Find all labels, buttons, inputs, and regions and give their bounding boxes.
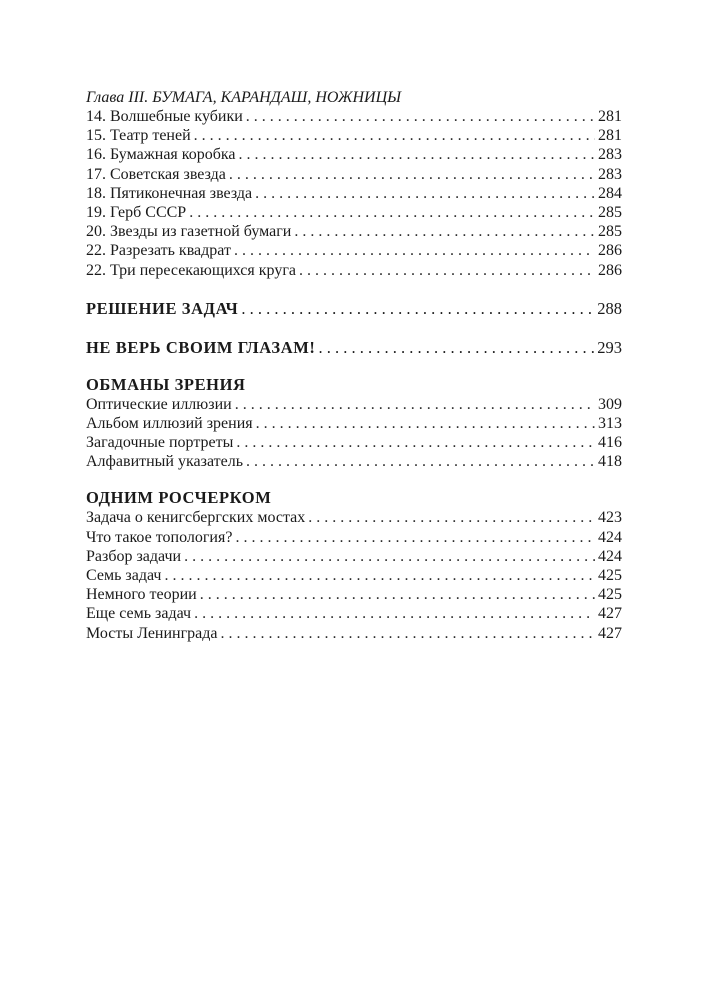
toc-entry-title: 16. Бумажная коробка xyxy=(86,146,236,164)
toc-entry-page: 281 xyxy=(598,108,622,125)
dot-leader xyxy=(189,203,595,222)
toc-section-page: 293 xyxy=(597,337,622,357)
toc-entry[interactable] xyxy=(86,261,622,280)
toc-entry-page: 283 xyxy=(598,165,622,183)
toc-entry-title: 14. Волшебные кубики xyxy=(86,108,243,125)
toc-entry-title: 22. Три пересекающихся круга xyxy=(86,261,296,279)
dot-leader xyxy=(194,604,595,623)
toc-entry[interactable] xyxy=(86,126,622,145)
dot-leader xyxy=(200,585,595,604)
toc-entry-title: Семь задач xyxy=(86,567,162,584)
toc-section-title: НЕ ВЕРЬ СВОИМ ГЛАЗАМ! xyxy=(86,337,316,357)
toc-entry-title: 22. Разрезать квадрат xyxy=(86,242,231,260)
toc-entry[interactable] xyxy=(86,145,622,164)
toc-entry-page: 286 xyxy=(598,261,622,279)
dot-leader xyxy=(221,624,595,643)
toc-entry[interactable] xyxy=(86,184,622,203)
dot-leader xyxy=(246,452,595,471)
toc-entry[interactable] xyxy=(86,165,622,184)
toc-section-solutions[interactable] xyxy=(86,299,622,319)
toc-entry[interactable] xyxy=(86,528,622,547)
dot-leader xyxy=(236,433,595,452)
toc-section-title: РЕШЕНИЕ ЗАДАЧ xyxy=(86,298,239,318)
toc-entry-page: 427 xyxy=(598,624,622,642)
toc-entry-title: Немного теории xyxy=(86,586,197,604)
dot-leader xyxy=(194,126,595,145)
toc-entry-title: Мосты Ленинграда xyxy=(86,624,218,642)
toc-entry[interactable] xyxy=(86,107,622,126)
toc-entry[interactable] xyxy=(86,604,622,623)
toc-entry-page: 281 xyxy=(598,127,622,145)
toc-entry-title: Альбом иллюзий зрения xyxy=(86,414,253,432)
toc-entry[interactable] xyxy=(86,433,622,452)
dot-leader xyxy=(318,338,594,358)
toc-section-page: 288 xyxy=(597,298,622,318)
dot-leader xyxy=(299,261,595,280)
toc-entry[interactable] xyxy=(86,222,622,241)
toc-entry-page: 418 xyxy=(598,453,622,471)
toc-entry[interactable] xyxy=(86,508,622,527)
dot-leader xyxy=(239,145,595,164)
toc-entry[interactable] xyxy=(86,566,622,585)
chapter-3-heading: Глава III. БУМАГА, КАРАНДАШ, НОЖНИЦЫ xyxy=(86,89,402,106)
table-of-contents xyxy=(86,88,622,643)
toc-entry[interactable] xyxy=(86,585,622,604)
toc-entry-page: 284 xyxy=(598,184,622,202)
toc-entry-page: 309 xyxy=(598,395,622,413)
toc-entry-title: 18. Пятиконечная звезда xyxy=(86,184,253,202)
toc-entry-title: Разбор задачи xyxy=(86,547,182,565)
toc-entry-title: Алфавитный указатель xyxy=(86,453,244,471)
dot-leader xyxy=(256,414,595,433)
toc-entry-page: 423 xyxy=(598,509,622,527)
toc-entry-page: 424 xyxy=(598,528,622,546)
toc-entry-title: Что такое топология? xyxy=(86,528,233,546)
toc-entry-page: 285 xyxy=(598,223,622,241)
dot-leader xyxy=(308,508,595,527)
toc-entry-title: 19. Герб СССР xyxy=(86,203,187,221)
illusions-heading: ОБМАНЫ ЗРЕНИЯ xyxy=(86,374,246,394)
toc-entry-title: 20. Звезды из газетной бумаги xyxy=(86,223,292,241)
toc-section-dont-believe[interactable] xyxy=(86,338,622,358)
toc-entry-title: 17. Советская звезда xyxy=(86,165,226,183)
toc-entry-page: 285 xyxy=(598,203,622,221)
dot-leader xyxy=(241,299,594,319)
dot-leader xyxy=(229,165,595,184)
toc-entry-page: 424 xyxy=(598,547,622,565)
dot-leader xyxy=(184,547,595,566)
toc-entry[interactable] xyxy=(86,624,622,643)
one-stroke-heading: ОДНИМ РОСЧЕРКОМ xyxy=(86,488,272,508)
dot-leader xyxy=(235,395,595,414)
dot-leader xyxy=(294,222,595,241)
dot-leader xyxy=(164,566,595,585)
toc-entry-page: 313 xyxy=(598,414,622,432)
toc-entry[interactable] xyxy=(86,452,622,471)
dot-leader xyxy=(255,184,595,203)
toc-entry[interactable] xyxy=(86,414,622,433)
toc-entry-title: 15. Театр теней xyxy=(86,127,191,145)
toc-entry-page: 286 xyxy=(598,242,622,260)
toc-entry-page: 416 xyxy=(598,434,622,452)
toc-entry[interactable] xyxy=(86,547,622,566)
toc-entry-page: 427 xyxy=(598,605,622,623)
toc-entry-page: 283 xyxy=(598,146,622,164)
toc-entry[interactable] xyxy=(86,395,622,414)
toc-entry-title: Загадочные портреты xyxy=(86,434,234,452)
toc-entry-title: Еще семь задач xyxy=(86,605,192,623)
dot-leader xyxy=(235,528,595,547)
toc-entry-title: Оптические иллюзии xyxy=(86,395,232,413)
toc-entry[interactable] xyxy=(86,241,622,260)
toc-entry-page: 425 xyxy=(598,586,622,604)
toc-entry[interactable] xyxy=(86,203,622,222)
toc-entry-page: 425 xyxy=(598,567,622,584)
dot-leader xyxy=(234,241,595,260)
toc-entry-title: Задача о кенигсбергских мостах xyxy=(86,509,306,527)
dot-leader xyxy=(246,107,595,126)
